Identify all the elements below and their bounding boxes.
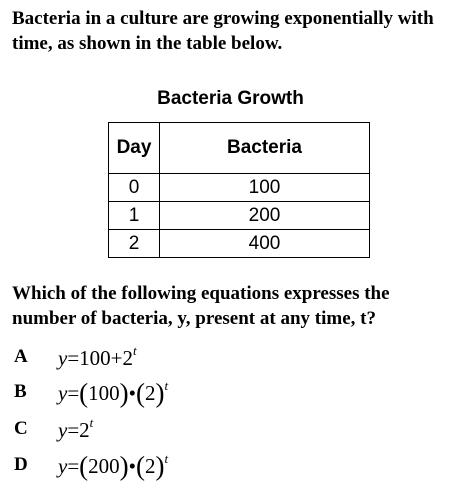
- table-header-row: [109, 123, 370, 174]
- header-bacteria: Bacteria: [160, 123, 370, 174]
- table-row: [109, 230, 370, 258]
- choice-c[interactable]: [0, 412, 461, 446]
- choice-b[interactable]: [0, 375, 461, 409]
- question-text: Which of the following equations expresses the number of bacteria, y, present at any time, t?: [12, 283, 390, 329]
- cell-bacteria: 400: [160, 230, 370, 258]
- choice-equation: $y=100+2^t$: [58, 343, 137, 370]
- choice-letter: C: [14, 418, 28, 439]
- header-day: Day: [109, 123, 160, 174]
- choice-d[interactable]: [0, 448, 461, 482]
- choice-letter: A: [14, 346, 28, 367]
- choice-equation: $y=(100)•(2)^t$: [58, 378, 169, 408]
- table-row: [109, 202, 370, 230]
- problem-intro: Bacteria in a culture are growing exponentially with time, as shown in the table below.: [12, 8, 434, 54]
- bacteria-growth-table: [108, 122, 370, 258]
- cell-bacteria: 100: [160, 174, 370, 202]
- cell-day: 0: [109, 174, 160, 202]
- choice-equation: $y=2^t$: [58, 415, 94, 442]
- table-row: [109, 174, 370, 202]
- choice-letter: B: [14, 381, 27, 402]
- cell-day: 1: [109, 202, 160, 230]
- choice-equation: $y=(200)•(2)^t$: [58, 451, 169, 481]
- table-title: Bacteria Growth: [157, 88, 304, 109]
- choice-a[interactable]: [0, 340, 461, 374]
- cell-day: 2: [109, 230, 160, 258]
- choice-letter: D: [14, 454, 28, 475]
- cell-bacteria: 200: [160, 202, 370, 230]
